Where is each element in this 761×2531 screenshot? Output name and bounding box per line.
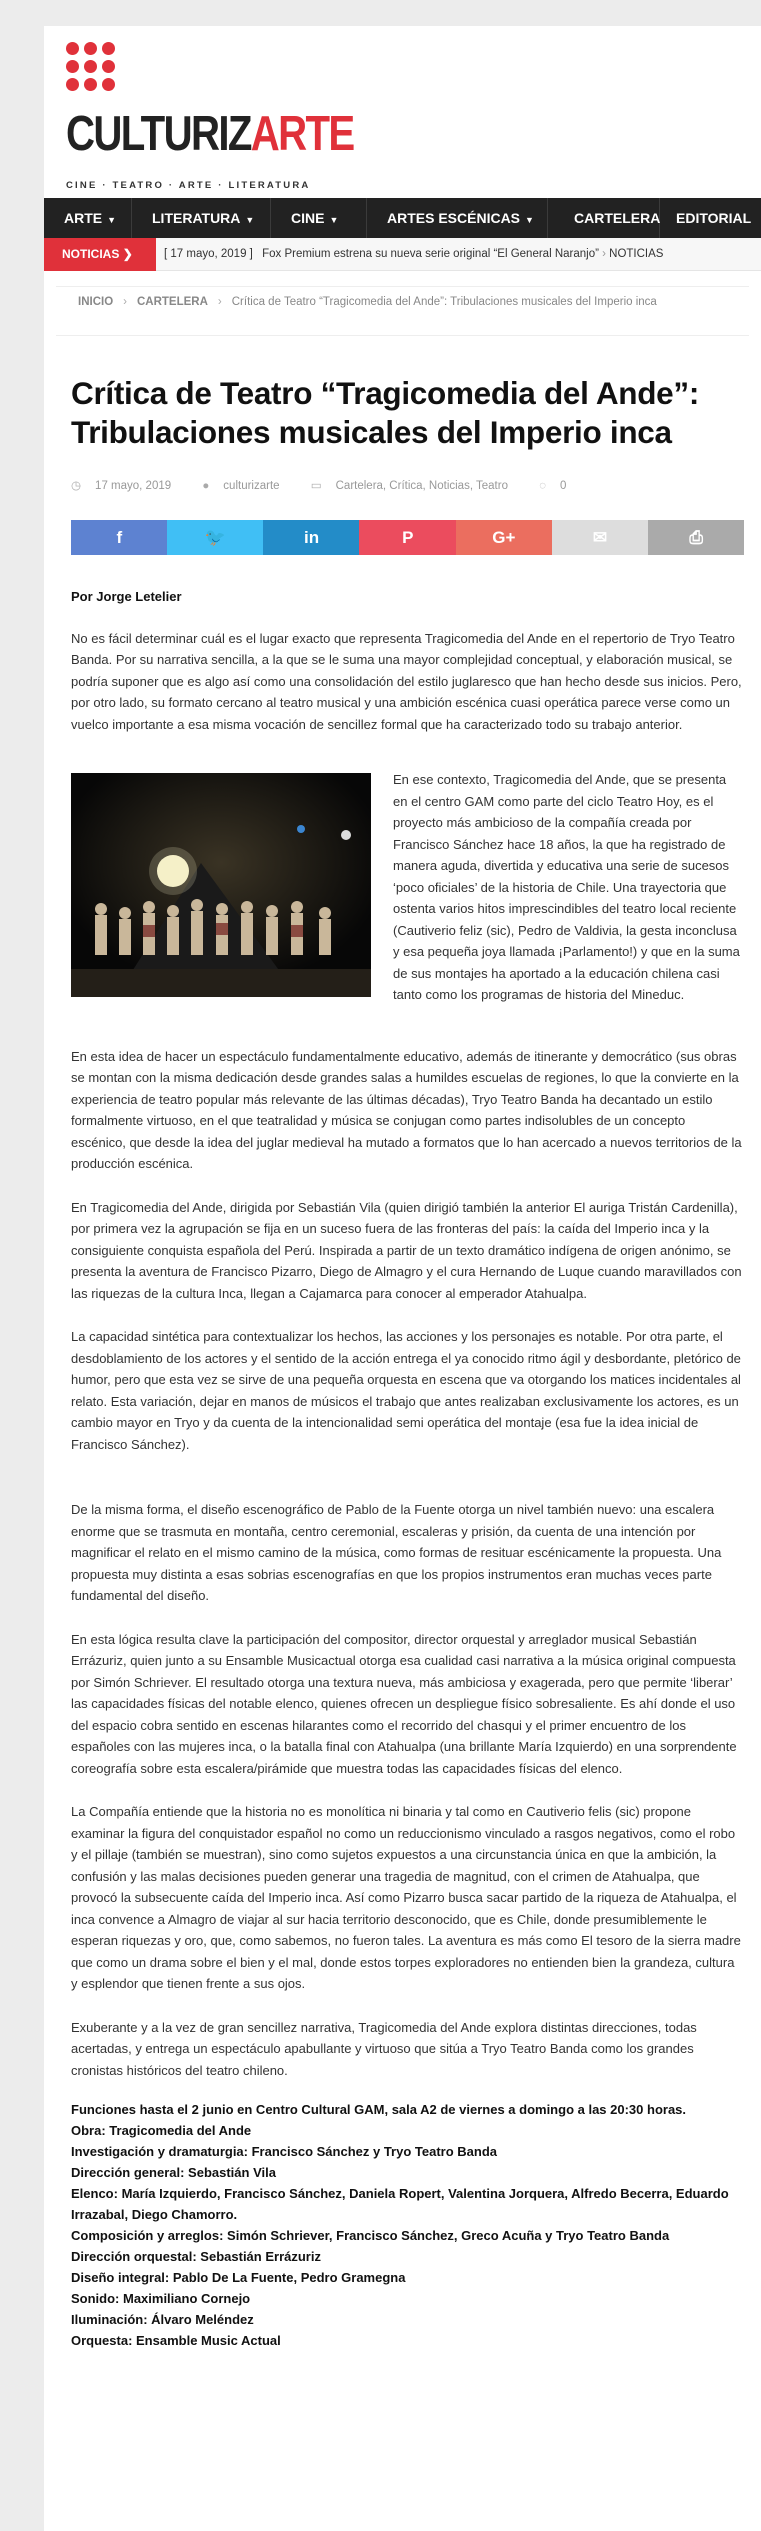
google-plus-icon: G+ bbox=[492, 528, 516, 547]
linkedin-icon: in bbox=[304, 528, 320, 547]
article-date: 17 mayo, 2019 bbox=[95, 480, 172, 492]
nav-item-cartelera[interactable]: CARTELERA bbox=[548, 198, 660, 238]
chevron-right-icon: › bbox=[123, 296, 127, 308]
linkedin-share-button[interactable] bbox=[263, 520, 360, 555]
stage-photo bbox=[71, 773, 371, 997]
chevron-down-icon: ▼ bbox=[525, 215, 534, 225]
print-share-button[interactable] bbox=[648, 520, 745, 555]
ticker-item[interactable]: [ 17 mayo, 2019 ] Fox Premium estrena su nueva serie original “El General Naranjo” › NOTICIAS bbox=[164, 248, 664, 260]
article-author[interactable]: culturizarte bbox=[223, 480, 280, 492]
main-nav bbox=[44, 198, 761, 238]
nav-item-cine[interactable]: CINE ▼ bbox=[271, 198, 367, 238]
production-credits bbox=[71, 2099, 743, 2351]
article-image[interactable] bbox=[71, 773, 371, 997]
article-paragraph: En ese contexto, Tragicomedia del Ande, que se presenta en el centro GAM como parte del ciclo Teatro Hoy, es el proyecto más ambicioso de la compañía creada por Francisco Sánchez hace 18 años, la que ha registrado de manera aguda, divertida y educativa una serie de sucesos ‘poco oficiales’ de la historia de Chile. Una trayectoria que ostenta varios hitos imprescindibles del teatro local reciente (Cautiverio feliz (sic), Pedro de Valdivia, la gesta inconclusa y esa pequeña joya llamada ¡Parlamento!) y que en la suma de sus montajes ha aportado a la educación chilena casi tanto como los programas de historia del Mineduc. bbox=[393, 772, 740, 1002]
article-paragraph: No es fácil determinar cuál es el lugar exacto que representa Tragicomedia del Ande en el repertorio de Tryo Teatro Banda. Por su narrativa sencilla, a la que se le suma una mayor complejidad conceptual, y elaboración musical, se podría suponer que es algo así como una consolidación del estilo juglaresco que han hecho desde sus inicios. Pero, por otro lado, su formato cercano al teatro musical y una ambición escénica cuasi operática parece verse como un vuelco importante a esa misma vocación de sencillez formal que ha caracterizado todo su trabajo anterior. bbox=[71, 630, 742, 732]
article-paragraph: La capacidad sintética para contextualizar los hechos, las acciones y los personajes es notable. Por otra parte, el desdoblamiento de los actores y el sentido de la acción entrega el ya conocido ritmo ágil y desbordante, pletórico de humor, pero que esta vez se sirve de una pequeña orquesta en escena que va otorgando los matices incidentales al relato. Esta variación, dejar en manos de músicos el trabajo que antes realizaban exclusivamente los actores, es un cambio mayor en Tryo y da cuenta de la intencionalidad semi operática del montaje (esa fue la idea inicial de Francisco Sánchez). bbox=[71, 1329, 741, 1452]
article-paragraph: En Tragicomedia del Ande, dirigida por Sebastián Vila (quien dirigió también la anterior El auriga Tristán Cardenilla), por primera vez la agrupación se fija en un suceso fuera de las fronteras del país: la caída del Imperio inca y la consiguiente conquista española del Perú. Inspirada a partir de un texto dramático indígena de origen anónimo, se presenta la aventura de Francisco Pizarro, Diego de Almagro y el cura Hernando de Luque cuando maravillados con las riquezas de la cultura Inca, llegan a Cajamarca para conocer al emperador Atahualpa. bbox=[71, 1199, 742, 1301]
email-share-button[interactable] bbox=[552, 520, 649, 555]
article-paragraph: Exuberante y a la vez de gran sencillez narrativa, Tragicomedia del Ande explora distintas direcciones, todas acertadas, y entrega un espectáculo apabullante y virtuoso que sitúa a Tryo Teatro Banda como los grandes cronistas históricos del teatro chileno. bbox=[71, 2019, 697, 2078]
article-paragraph: En esta lógica resulta clave la participación del compositor, director orquestal y arreglador musical Sebastián Errázuriz, quien junto a su Ensamble Musicactual otorga esa cualidad casi narrativa a la música original compuesta por Simón Schriever. El resultado otorga una textura nueva, más ambiciosa y exagerada, pero que permite ‘liberar’ las capacidades físicas del notable elenco, quienes ofrecen un despliegue físico sobresaliente. Es ahí donde el uso del espacio cobra sentido en escenas hilarantes como el recorrido del chasqui y el primer encuentro de los españoles con las mujeres inca, o la batalla final con Atahualpa (una brillante María Izquierdo) en una sorprendente coreografía sobre esta escalera/pirámide que muestra todas las capacidades físicas del elenco. bbox=[71, 1631, 737, 1776]
article-byline: Por Jorge Letelier bbox=[71, 589, 182, 604]
nav-item-literatura[interactable]: LITERATURA ▼ bbox=[132, 198, 271, 238]
credits-line: Dirección orquestal: Sebastián Errázuriz bbox=[71, 2249, 321, 2264]
breadcrumb-section[interactable]: CARTELERA bbox=[136, 296, 208, 308]
logo-dots-icon bbox=[66, 42, 126, 102]
article-body bbox=[71, 586, 743, 2351]
folder-icon: ▭ bbox=[310, 480, 322, 492]
breadcrumb-home[interactable]: INICIO bbox=[78, 296, 114, 308]
breadcrumb bbox=[56, 286, 749, 336]
breadcrumb-current: Crítica de Teatro “Tragicomedia del Ande”: Tribulaciones musicales del Imperio inca bbox=[231, 296, 657, 308]
article-paragraph: De la misma forma, el diseño escenográfico de Pablo de la Fuente otorga un nivel también nuevo: una escalera enorme que se trasmuta en montaña, centro ceremonial, escaleras y prisión, da cuenta de una intención por magnificar el relato en el mismo camino de la música, como formas de resituar escénicamente la propuesta. Una propuesta muy distinta a esas sobrias escenografías en que los propios instrumentos eran muchas veces parte fundamental del diseño. bbox=[71, 1502, 722, 1603]
nav-item-editorial[interactable]: EDITORIAL bbox=[676, 210, 752, 226]
page bbox=[44, 26, 761, 2531]
facebook-share-button[interactable] bbox=[71, 520, 168, 555]
comment-count[interactable]: 0 bbox=[560, 480, 567, 492]
nav-item-arte[interactable]: ARTE ▼ bbox=[44, 198, 132, 238]
chevron-right-icon: › bbox=[217, 296, 222, 308]
article-title: Crítica de Teatro “Tragicomedia del Ande”: Tribulaciones musicales del Imperio inca bbox=[71, 375, 700, 450]
article-paragraph: La Compañía entiende que la historia no es monolítica ni binaria y tal como en Cautiverio felis (sic) propone examinar la figura del conquistador español no como un reduccionismo vinculado a rasgos negativos, como el robo y el pillaje (también se muestran), sino como sujetos expuestos a una circunstancia única en que la ambición, la confusión y las malas decisiones pueden generar una tragedia de magnitud, con el crimen de Atahualpa, que provocó la subsecuente caída del Imperio inca. Así como Pizarro busca sacar partido de la riqueza de Atahualpa, el inca convence a Almagro de viajar al sur hacia territorio desconocido, que es Chile, donde presumiblemente le esperan riquezas y oro, que, como sabemos, no fueron tales. La aventura es más como El tesoro de la sierra madre que como un drama sobre el bien y el mal, donde estos torpes exploradores no entienden bien la grandeza, cultura y esplendor que tienen frente a sus ojos. bbox=[71, 1804, 741, 1991]
chevron-down-icon: ▼ bbox=[107, 215, 117, 225]
user-icon: ● bbox=[202, 480, 210, 492]
credits-line: Investigación y dramaturgia: Francisco Sánchez y Tryo Teatro Banda bbox=[71, 2144, 497, 2159]
chevron-right-icon: ❯ bbox=[122, 247, 133, 261]
email-icon: ✉ bbox=[592, 528, 608, 547]
pinterest-icon: P bbox=[402, 528, 414, 547]
share-bar bbox=[71, 520, 744, 555]
credits-line: Sonido: Maximiliano Cornejo bbox=[71, 2291, 251, 2306]
news-ticker bbox=[44, 238, 761, 271]
chevron-down-icon: ▼ bbox=[329, 215, 339, 225]
ticker-date: [ 17 mayo, 2019 ] bbox=[164, 248, 253, 260]
credits-line: Obra: Tragicomedia del Ande bbox=[71, 2123, 252, 2138]
google-plus-share-button[interactable] bbox=[456, 520, 553, 555]
nav-item-artes-escenicas[interactable]: ARTES ESCÉNICAS ▼ bbox=[367, 198, 548, 238]
logo-wordmark: CULTURIZARTE bbox=[66, 107, 354, 161]
pinterest-share-button[interactable] bbox=[359, 520, 456, 555]
credits-line: Orquesta: Ensamble Music Actual bbox=[71, 2333, 281, 2348]
twitter-share-button[interactable] bbox=[167, 520, 264, 555]
ticker-category[interactable]: NOTICIAS bbox=[609, 248, 664, 260]
article-paragraph: En esta idea de hacer un espectáculo fundamentalmente educativo, además de itinerante y democrático (sus obras se montan con la misma dedicación desde grandes salas a humildes escuelas de regiones, lo que la convierte en la experiencia de teatro popular más relevante de las últimas décadas), Tryo Teatro Banda ha decantado un estilo formalmente virtuoso, en el que teatralidad y música se conjugan como partes indisolubles de un concepto escénico, que desde la idea del juglar medieval ha mutado a formatos que lo han acercado a nuevos territorios de la producción escénica. bbox=[71, 1048, 742, 1171]
article-categories[interactable]: Cartelera, Crítica, Noticias, Teatro bbox=[335, 480, 508, 492]
credits-line: Funciones hasta el 2 junio en Centro Cultural GAM, sala A2 de viernes a domingo a las 20:30 horas. bbox=[71, 2102, 687, 2117]
chevron-down-icon: ▼ bbox=[245, 215, 255, 225]
facebook-icon: f bbox=[116, 528, 123, 547]
credits-line: Elenco: María Izquierdo, Francisco Sánchez, Daniela Ropert, Valentina Jorquera, Alfredo Becerra, Eduardo Irrazabal, Diego Chamorro. bbox=[71, 2186, 729, 2222]
credits-line: Diseño integral: Pablo De La Fuente, Pedro Gramegna bbox=[71, 2270, 406, 2285]
site-logo[interactable] bbox=[66, 42, 354, 192]
clock-icon: ◷ bbox=[71, 480, 82, 492]
article-meta bbox=[71, 478, 594, 498]
ticker-headline[interactable]: Fox Premium estrena su nueva serie original “El General Naranjo” bbox=[262, 248, 599, 260]
comment-icon: ◌ bbox=[539, 480, 547, 492]
logo-tagline: CINE · TEATRO · ARTE · LITERATURA bbox=[66, 180, 311, 191]
twitter-icon: 🐦 bbox=[204, 528, 227, 547]
print-icon: ⎙ bbox=[689, 528, 703, 547]
credits-line: Composición y arreglos: Simón Schriever, Francisco Sánchez, Greco Acuña y Tryo Teatro Banda bbox=[71, 2228, 670, 2243]
credits-line: Iluminación: Álvaro Meléndez bbox=[71, 2312, 254, 2327]
ticker-label: NOTICIAS ❯ bbox=[44, 238, 156, 271]
credits-line: Dirección general: Sebastián Vila bbox=[71, 2165, 276, 2180]
